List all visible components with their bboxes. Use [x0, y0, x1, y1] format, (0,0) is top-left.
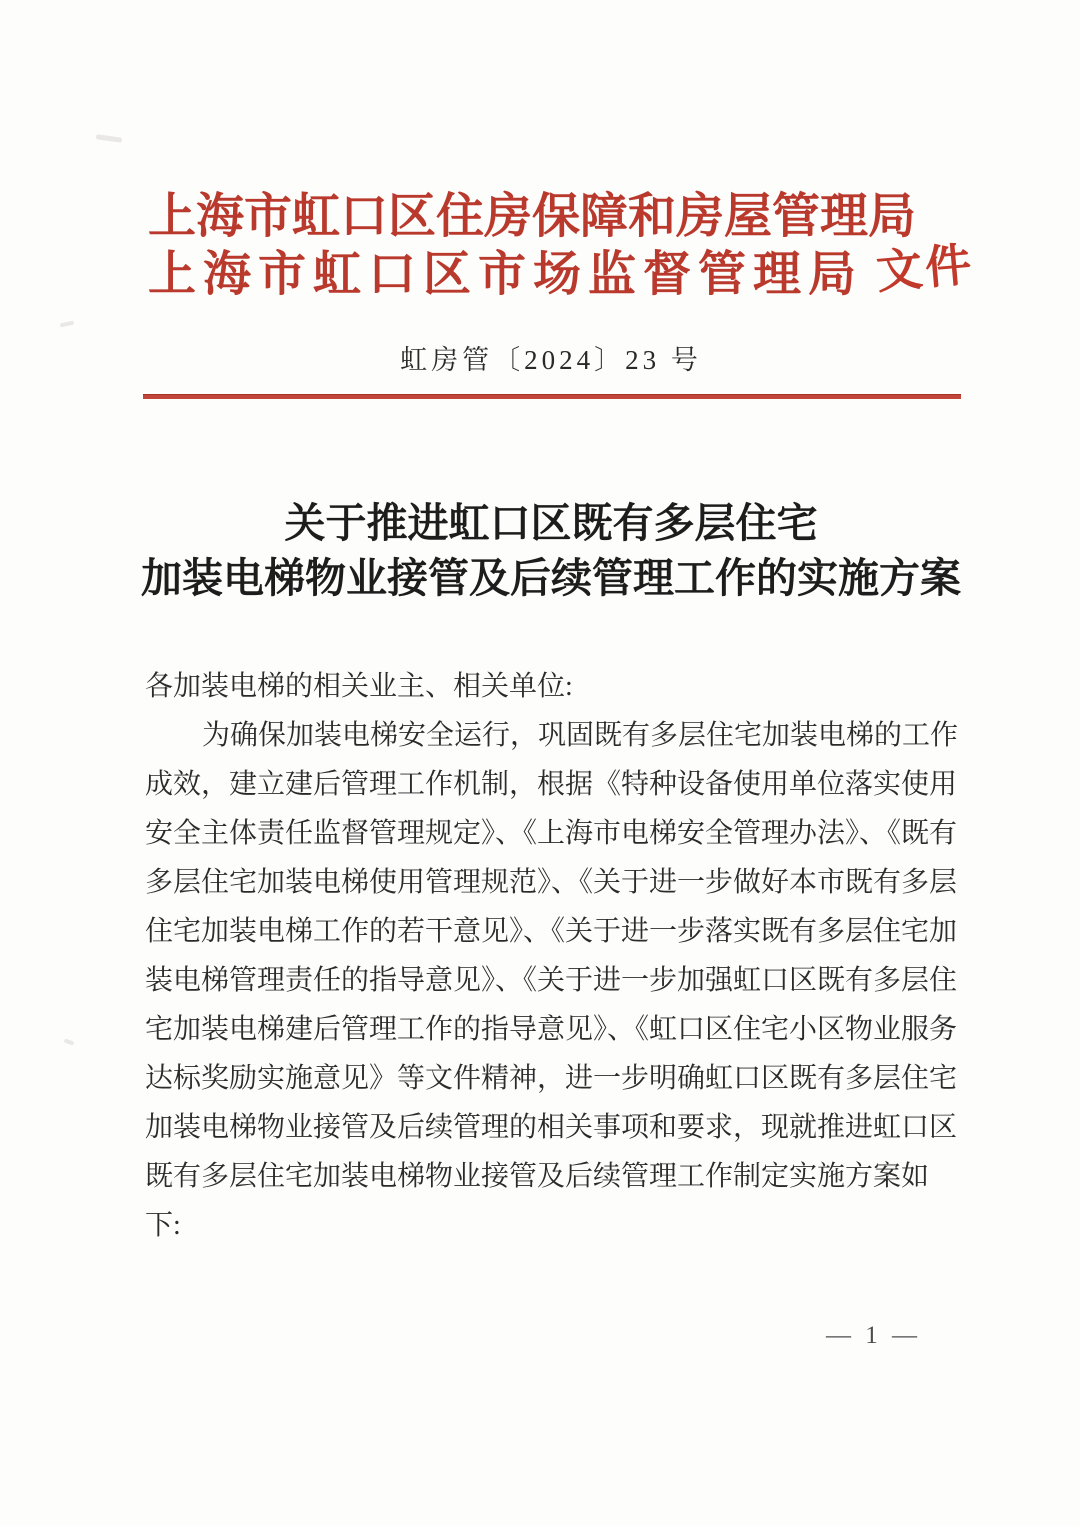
body-line: 装电梯管理责任的指导意见》、《关于进一步加强虹口区既有多层住	[145, 965, 958, 996]
body-line: 加装电梯物业接管及后续管理的相关事项和要求，现就推进虹口区	[145, 1112, 958, 1143]
body-line: 宅加装电梯建后管理工作的指导意见》、《虹口区住宅小区物业服务	[145, 1014, 958, 1045]
scan-artifact	[96, 134, 122, 143]
document-body	[145, 662, 960, 1250]
body-line: 下:	[145, 1210, 181, 1241]
body-line: 安全主体责任监督管理规定》、《上海市电梯安全管理办法》、《既有	[145, 818, 958, 849]
document-title	[135, 496, 967, 606]
body-line: 多层住宅加装电梯使用管理规范》、《关于进一步做好本市既有多层	[145, 867, 958, 898]
letterhead	[148, 188, 916, 303]
body-line: 住宅加装电梯工作的若干意见》、《关于进一步落实既有多层住宅加	[145, 916, 958, 947]
body-line: 成效，建立建后管理工作机制，根据《特种设备使用单位落实使用	[145, 769, 958, 800]
document-title-line2: 加装电梯物业接管及后续管理工作的实施方案	[141, 555, 961, 601]
salutation-line: 各加装电梯的相关业主、相关单位:	[145, 671, 573, 702]
document-number: 虹房管〔2024〕23 号	[400, 345, 702, 375]
issuing-org-line1: 上海市虹口区住房保障和房屋管理局	[148, 190, 917, 243]
scan-artifact	[64, 1038, 75, 1045]
body-line: 达标奖励实施意见》等文件精神，进一步明确虹口区既有多层住宅	[145, 1063, 958, 1094]
page-number: — 1 —	[826, 1322, 921, 1349]
body-line: 既有多层住宅加装电梯物业接管及后续管理工作制定实施方案如	[145, 1161, 930, 1192]
letterhead-divider-rule	[143, 394, 961, 399]
document-title-line1: 关于推进虹口区既有多层住宅	[284, 500, 818, 546]
scan-artifact	[60, 321, 75, 328]
body-line: 为确保加装电梯安全运行，巩固既有多层住宅加装电梯的工作	[202, 720, 959, 751]
document-type-label: 文件	[874, 238, 977, 299]
issuing-org-line2: 上海市虹口区市场监督管理局	[148, 248, 864, 301]
